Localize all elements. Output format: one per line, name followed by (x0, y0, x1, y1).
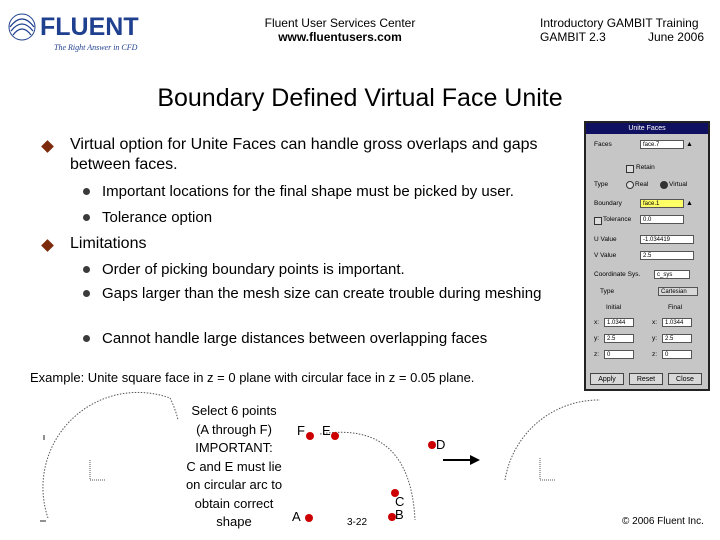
slide-title: Boundary Defined Virtual Face Unite (157, 84, 563, 112)
init-x-label: x: (594, 319, 600, 326)
v-value-field[interactable]: 2.5 (640, 251, 694, 260)
init-y-label: y: (594, 335, 600, 342)
u-value-label: U Value (594, 236, 617, 243)
final-x-label: x: (652, 319, 658, 326)
boundary-label: Boundary (594, 200, 622, 207)
header-url[interactable]: www.fluentusers.com (278, 30, 402, 44)
coord-type-dropdown[interactable]: Cartesian (658, 287, 698, 296)
point-b-label: B (395, 507, 404, 522)
initial-label: Initial (606, 304, 622, 311)
header-right (540, 16, 710, 44)
type-real-label: Real (635, 181, 649, 188)
init-x-field[interactable]: 1.0344 (604, 318, 634, 327)
point-c-label: C (395, 494, 405, 509)
sub-bullet-dot-icon (83, 335, 90, 342)
header-version: GAMBIT 2.3 (540, 30, 606, 44)
bullet-diamond-icon (41, 140, 54, 153)
instruction-line: shape (216, 514, 252, 529)
list-arrow-icon[interactable]: ▲ (686, 200, 693, 207)
header-date: June 2006 (647, 30, 704, 44)
fluent-logo (6, 8, 166, 54)
circle-face-left (43, 392, 170, 518)
instruction-text (176, 402, 292, 532)
coord-type-label: Type (600, 288, 615, 295)
point-d-label: D (436, 437, 446, 452)
sub-bullet-dot-icon (83, 214, 90, 221)
instruction-line: C and E must lie (186, 458, 282, 474)
unite-faces-dialog (584, 121, 710, 391)
apply-button[interactable]: Apply (590, 373, 624, 385)
tolerance-checkbox[interactable] (594, 217, 602, 225)
instruction-line: on circular arc to (185, 477, 283, 492)
sub-bullet-dot-icon (83, 188, 90, 195)
reset-button[interactable]: Reset (629, 373, 663, 385)
coord-sys-label: Coordinate Sys. (594, 271, 641, 278)
type-real-radio[interactable] (626, 181, 634, 189)
final-x-field[interactable]: 1.0344 (662, 318, 692, 327)
bullet-2-sub-2: Gaps larger than the mesh size can create trouble during meshing (102, 285, 542, 302)
point-f-marker[interactable] (306, 432, 314, 440)
coord-sys-field[interactable]: c_sys (654, 270, 690, 279)
point-f-label: F (297, 423, 305, 438)
sub-bullet-dot-icon (83, 266, 90, 273)
final-z-label: z: (652, 351, 658, 358)
header-center (250, 16, 430, 44)
v-value-label: V Value (594, 252, 617, 259)
final-label: Final (668, 304, 683, 311)
instruction-line: IMPORTANT: (195, 440, 273, 455)
type-virtual-radio[interactable] (660, 181, 668, 189)
close-button[interactable]: Close (668, 373, 702, 385)
tolerance-field[interactable]: 0.0 (640, 215, 684, 224)
circle-face-right (505, 400, 600, 480)
bullet-1-sub-1: Important locations for the final shape must be picked by user. (102, 183, 514, 200)
bullet-1-sub-2: Tolerance option (102, 209, 213, 226)
instruction-line: obtain correct (194, 495, 274, 511)
init-z-label: z: (594, 351, 600, 358)
dialog-title: Unite Faces (586, 123, 708, 134)
sub-bullet-dot-icon (83, 290, 90, 297)
list-arrow-icon[interactable]: ▲ (686, 141, 693, 148)
type-label: Type (594, 181, 609, 188)
instruction-line: Select 6 points (191, 403, 277, 418)
copyright: © 2006 Fluent Inc. (622, 516, 704, 527)
retain-checkbox[interactable] (626, 165, 634, 173)
header-org: Fluent User Services Center (264, 16, 416, 30)
instruction-line: (A through F) (196, 421, 272, 437)
bullet-2-sub-3: Cannot handle large distances between overlapping faces (102, 330, 488, 347)
geometry-diagrams (0, 380, 720, 540)
point-e-label: E (322, 423, 331, 438)
arrow-head-icon (470, 455, 480, 465)
faces-field[interactable]: face.7 (640, 140, 684, 149)
bullet-1: Virtual option for Unite Faces can handle gross overlaps and gaps between faces. (70, 136, 538, 173)
faces-label: Faces (594, 141, 612, 148)
tolerance-label: Tolerance (603, 216, 632, 223)
final-y-label: y: (652, 335, 658, 342)
bullet-2-sub-1: Order of picking boundary points is important. (102, 261, 405, 278)
type-virtual-label: Virtual (669, 181, 688, 188)
final-y-field[interactable]: 2.5 (662, 334, 692, 343)
header-course: Introductory GAMBIT Training (540, 16, 699, 30)
boundary-field[interactable]: face.1 (640, 199, 684, 208)
init-y-field[interactable]: 2.5 (604, 334, 634, 343)
u-value-field[interactable]: -1.034419 (640, 235, 694, 244)
retain-label: Retain (636, 164, 655, 171)
point-e-marker[interactable] (331, 432, 339, 440)
logo-tagline: The Right Answer in CFD (54, 43, 138, 52)
logo-wordmark: FLUENT (40, 13, 139, 41)
bullet-2: Limitations (70, 235, 147, 252)
point-a-marker[interactable] (305, 514, 313, 522)
bullet-diamond-icon (41, 239, 54, 252)
final-z-field[interactable]: 0 (662, 350, 692, 359)
example-caption: Example: Unite square face in z = 0 plane with circular face in z = 0.05 plane. (30, 370, 475, 385)
page-number: 3-22 (347, 517, 368, 528)
point-a-label: A (292, 509, 301, 524)
init-z-field[interactable]: 0 (604, 350, 634, 359)
point-d-marker[interactable] (428, 441, 436, 449)
